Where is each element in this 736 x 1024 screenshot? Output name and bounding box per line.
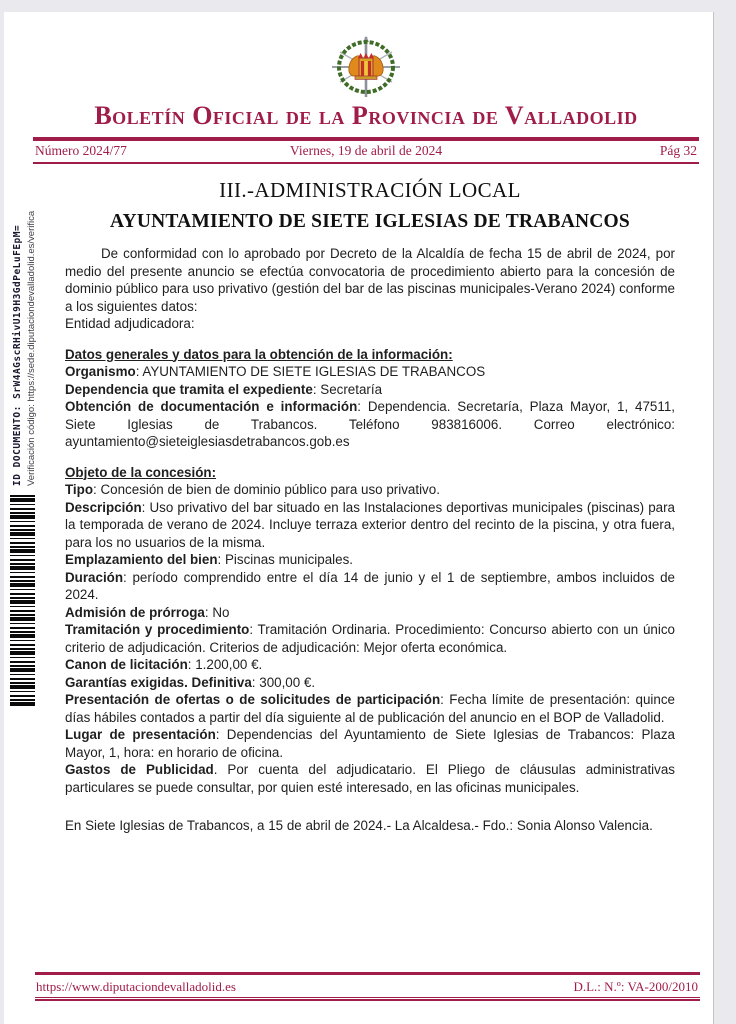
field-separator: :: [135, 364, 143, 379]
block-heading: Objeto de la concesión:: [65, 464, 217, 480]
field-value: Por cuenta del adjudicatario. El Pliego de cláusulas administrativas particulares se puede consultar, por quien esté interesado, en las oficinas municipales.: [65, 762, 675, 795]
field-value: Secretaría: [320, 381, 383, 397]
announcement-body: [4, 164, 713, 835]
field-line: [65, 398, 675, 451]
barcode: [10, 495, 35, 707]
entity-title: AYUNTAMIENTO DE SIETE IGLESIAS DE TRABANCOS: [110, 210, 630, 232]
legal-deposit: D.L.: N.º: VA-200/2010: [573, 979, 698, 994]
field-label: Obtención de documentación e información: [65, 399, 358, 414]
field-separator: :: [123, 569, 133, 585]
field-value: Concesión de bien de dominio público para uso privativo.: [100, 482, 440, 497]
field-separator: :: [251, 674, 260, 690]
field-line: [65, 761, 675, 796]
field-label: Presentación de ofertas o de solicitudes de participación: [65, 692, 441, 707]
field-value: Dependencias del Ayuntamiento de Siete Iglesias de Trabancos: Plaza Mayor, 1, hora: en horario de oficina.: [65, 727, 675, 760]
footer-bottom-rule: [35, 998, 700, 1001]
entity-line: Entidad adjudicadora:: [65, 316, 195, 331]
field-line: [65, 604, 675, 622]
field-separator: :: [440, 692, 450, 707]
field-label: Garantías exigidas. Definitiva: [65, 674, 252, 690]
field-label: Lugar de presentación: [65, 727, 216, 742]
field-label: Tipo: [65, 482, 94, 497]
verification-sidebar: [9, 150, 45, 707]
field-separator: :: [187, 657, 196, 672]
closing-line: En Siete Iglesias de Trabancos, a 15 de abril de 2024.- La Alcaldesa.- Fdo.: Sonia Alonso Valencia.: [65, 818, 653, 833]
field-line: [65, 674, 675, 692]
field-label: Tramitación y procedimiento: [65, 622, 250, 637]
footer-info-bar: [35, 977, 700, 998]
field-line: [65, 691, 675, 726]
vertical-verification-text: [11, 150, 38, 486]
field-value: 300,00 €.: [259, 674, 316, 690]
page-number: Pág 32: [659, 143, 697, 158]
verification-url-text: Verificación código: https://sede.diputaciondevalladolid.es/verifica: [26, 210, 37, 486]
section-title: III.-ADMINISTRACIÓN LOCAL: [219, 178, 521, 202]
issue-info-bar: [33, 141, 699, 164]
diputacion-url-link[interactable]: https://www.diputaciondevalladolid.es: [36, 979, 236, 994]
intro-paragraph: De conformidad con lo aprobado por Decreto de la Alcaldía de fecha 15 de abril de 2024, por medio del presente anuncio se efectúa convocatoria de procedimiento abierto para la concesión de dominio público para uso privativo (gestión del bar de las piscinas municipales-Verano 2024) conforme a los siguientes datos:: [65, 246, 675, 314]
field-separator: :: [215, 727, 227, 742]
detail-blocks: [65, 346, 675, 797]
field-label: Admisión de prórroga: [65, 604, 205, 620]
field-separator: :: [141, 499, 150, 515]
masthead: [4, 12, 713, 164]
field-separator: :: [357, 399, 368, 414]
field-separator: :: [312, 381, 321, 397]
page-footer: [35, 972, 700, 1001]
field-label: Dependencia que tramita el expediente: [65, 381, 313, 397]
field-separator: :: [249, 622, 258, 637]
field-value: Uso privativo del bar situado en las Instalaciones deportivas municipales (piscinas) para la temporada de verano de 2024. Incluye terraza exterior dentro del recinto de la piscina, y otra fuera, para los no usuarios de la misma.: [65, 499, 675, 550]
field-separator: :: [93, 482, 101, 497]
field-label: Canon de licitación: [65, 657, 188, 672]
field-label: Organismo: [65, 364, 136, 379]
field-line: [65, 569, 675, 604]
field-line: [65, 656, 675, 674]
provincial-crest-icon: [324, 36, 408, 98]
field-value: Tramitación Ordinaria. Procedimiento: Concurso abierto con un único criterio de adjudicación. Criterios de adjudicación: Mejor oferta económica.: [65, 622, 675, 655]
field-line: [65, 499, 675, 552]
issue-number: Número 2024/77: [35, 143, 127, 158]
issue-date: Viernes, 19 de abril de 2024: [289, 143, 443, 158]
field-line: [65, 363, 675, 381]
field-value: Dependencia. Secretaría, Plaza Mayor, 1, 47511, Siete Iglesias de Trabancos. Teléfono 983816006. Correo electrónico: ayuntamiento@sieteiglesiasdetrabancos.gob.es: [65, 399, 675, 449]
field-separator: :: [217, 552, 225, 567]
field-value: AYUNTAMIENTO DE SIETE IGLESIAS DE TRABANCOS: [142, 364, 486, 379]
bulletin-title: Boletín Oficial de la Provincia de Valladolid: [94, 101, 638, 130]
field-line: [65, 621, 675, 656]
field-line: [65, 381, 675, 399]
footer-top-rule: [35, 972, 700, 975]
field-value: período comprendido entre el día 14 de junio y el 1 de septiembre, ambos incluidos de 2024.: [65, 569, 675, 602]
field-value: No: [212, 604, 230, 620]
field-line: [65, 726, 675, 761]
field-line: [65, 481, 675, 499]
field-label: Emplazamiento del bien: [65, 552, 218, 567]
field-label: Gastos de Publicidad: [65, 762, 214, 777]
field-separator: :: [204, 604, 213, 620]
field-separator: .: [213, 762, 228, 777]
field-line: [65, 551, 675, 569]
field-value: Piscinas municipales.: [225, 552, 354, 567]
field-label: Descripción: [65, 499, 142, 515]
document-id-text: ID DOCUMENTO: SrW4AGscRHivU19H3GdPeLuFEpM=: [12, 224, 23, 486]
field-value: 1.200,00 €.: [195, 657, 263, 672]
document-page: [4, 12, 714, 1024]
block-heading: Datos generales y datos para la obtención de la información:: [65, 346, 453, 362]
field-value: Fecha límite de presentación: quince días hábiles contados a partir del día siguiente al de publicación del anuncio en el BOP de Valladolid.: [65, 692, 675, 725]
field-label: Duración: [65, 569, 124, 585]
